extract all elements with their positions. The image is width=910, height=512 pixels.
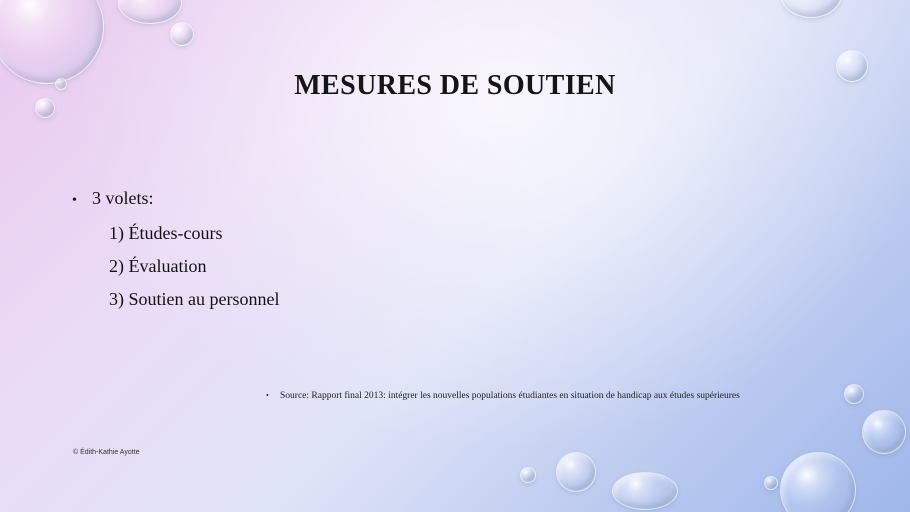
- bubble-decoration: [612, 472, 678, 510]
- source-text: Source: Rapport final 2013: intégrer les nouvelles populations étudiantes en situation de handicap aux études supérieures: [280, 391, 740, 401]
- bubble-decoration: [862, 410, 906, 454]
- sub-list: [72, 222, 592, 310]
- sub-item-evaluation: 2) Évaluation: [109, 256, 207, 276]
- source-note: [266, 390, 866, 402]
- bullet-icon: •: [72, 193, 77, 208]
- bullet-icon: •: [266, 391, 269, 400]
- copyright-text: © Édith-Kathie Ayotte: [73, 449, 140, 456]
- bubble-decoration: [520, 467, 536, 483]
- bullet-list: [72, 187, 592, 321]
- bullet-item: [72, 187, 592, 212]
- slide-title: MESURES DE SOUTIEN: [294, 70, 616, 101]
- bullet-text: 3 volets:: [92, 188, 154, 208]
- bubble-decoration: [118, 0, 182, 24]
- bubble-decoration: [764, 476, 778, 490]
- sub-item-etudes-cours: 1) Études-cours: [109, 223, 223, 243]
- bubble-decoration: [780, 452, 856, 512]
- bubble-decoration: [780, 0, 842, 18]
- bubble-decoration: [170, 22, 194, 46]
- sub-item-soutien-personnel: 3) Soutien au personnel: [109, 289, 280, 309]
- bubble-decoration: [556, 452, 596, 492]
